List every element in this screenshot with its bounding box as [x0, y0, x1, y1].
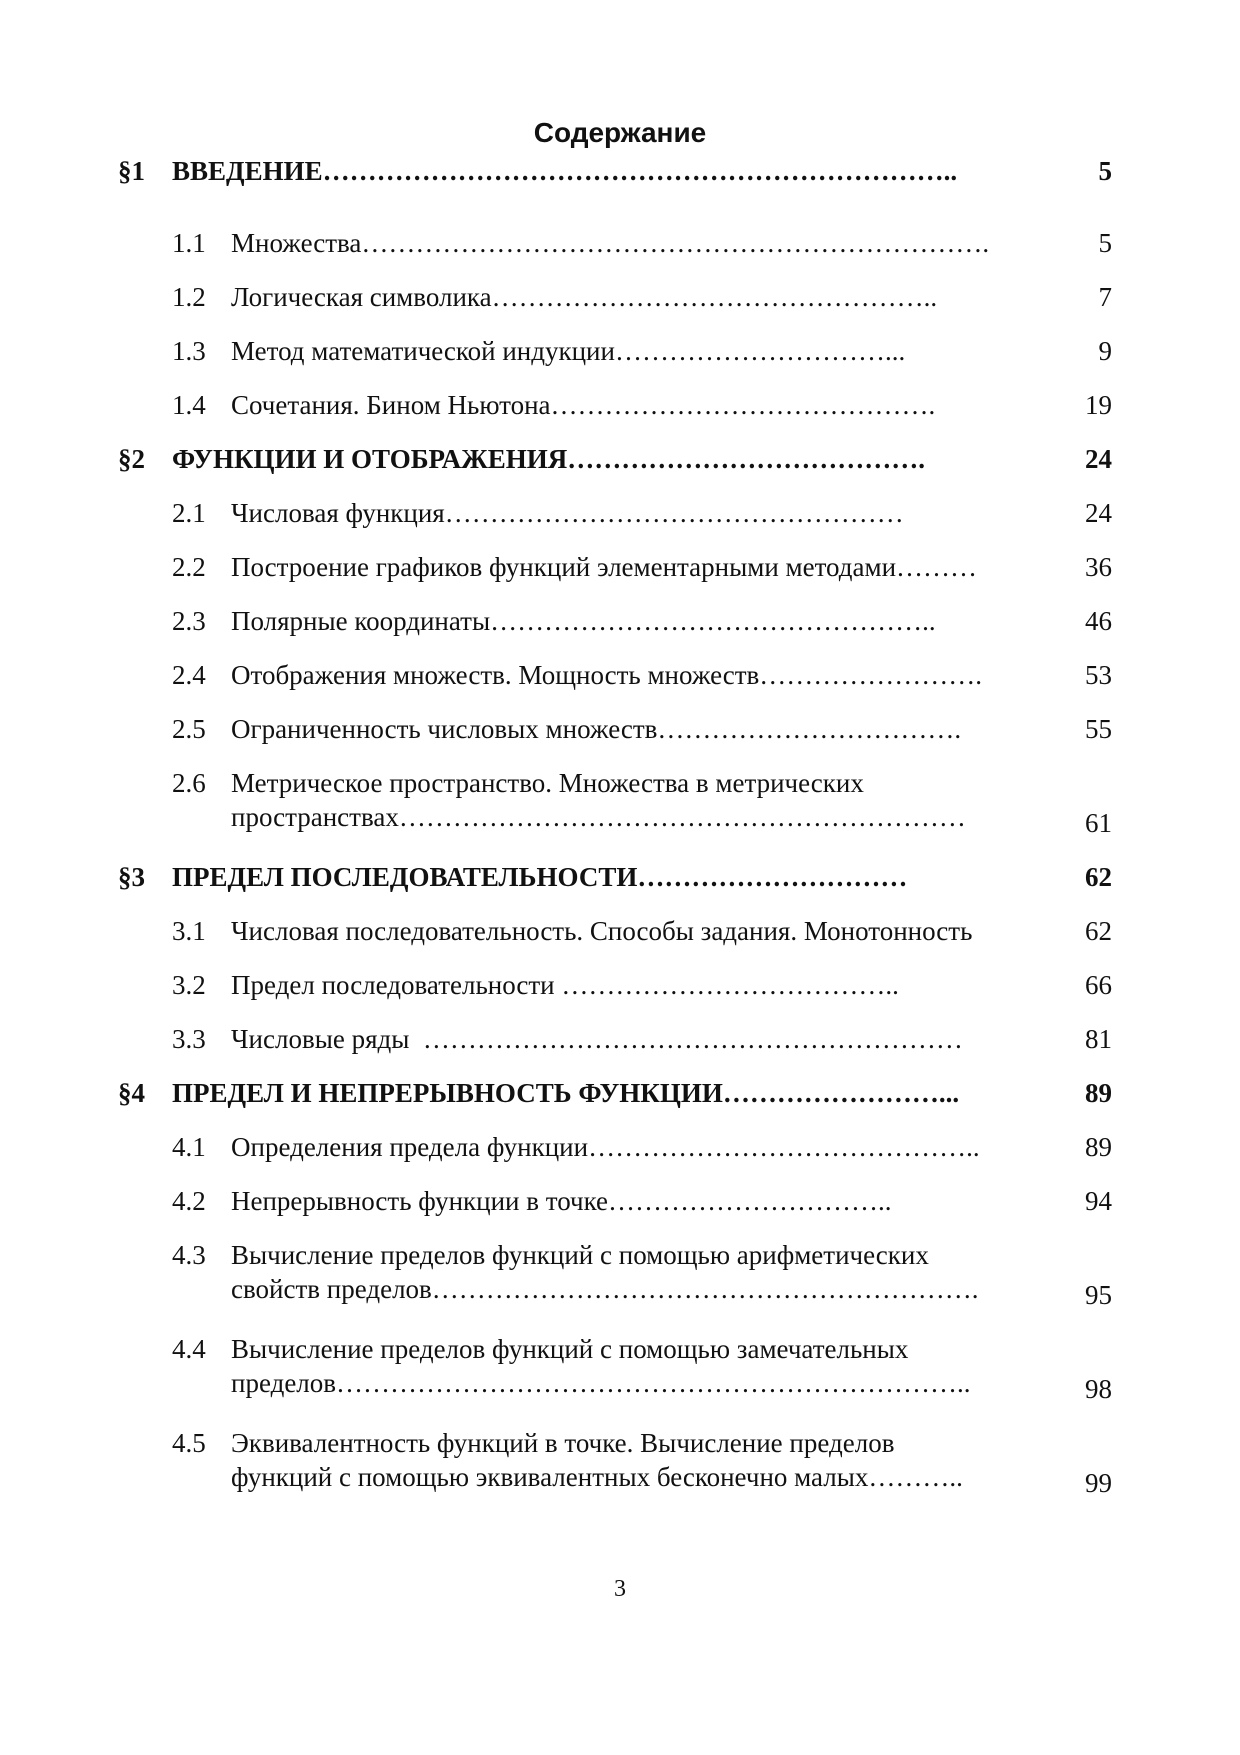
toc-entry-number: §2 [118, 444, 145, 474]
toc-entry-page: 7 [1098, 282, 1112, 312]
toc-entry-page: 62 [1085, 916, 1112, 946]
toc-entry-number: 2.3 [172, 606, 206, 636]
toc-entry-title-continued: пространствах……………………………………………………… [231, 802, 966, 832]
toc-entry-number: 4.1 [172, 1132, 206, 1162]
toc-entry-title: Сочетания. Бином Ньютона……………………………………. [231, 390, 936, 420]
toc-entry-number: 3.3 [172, 1024, 206, 1054]
toc-entry-title-continued: функций с помощью эквивалентных бесконечно малых……….. [231, 1462, 963, 1492]
toc-entry-page: 94 [1085, 1186, 1112, 1216]
toc-entry-page: 61 [1085, 808, 1112, 838]
toc-entry-title: Логическая символика………………………………………….. [231, 282, 938, 312]
page-number: 3 [614, 1576, 626, 1602]
toc-entry-number: 1.3 [172, 336, 206, 366]
toc-entry-title: ФУНКЦИИ И ОТОБРАЖЕНИЯ…………………………………. [172, 444, 926, 474]
toc-entry-page: 36 [1085, 552, 1112, 582]
toc-entry-title: Вычисление пределов функций с помощью замечательных [231, 1334, 909, 1364]
toc-entry-number: 2.4 [172, 660, 206, 690]
toc-title: Содержание [533, 117, 707, 148]
toc-entry-number: 4.3 [172, 1240, 206, 1270]
toc-entry-title: Непрерывность функции в точке………………………….. [231, 1186, 892, 1216]
toc-entry-title-continued: свойств пределов……………………………………………………. [231, 1274, 979, 1304]
toc-entry-page: 55 [1085, 714, 1112, 744]
toc-entry-number: 3.1 [172, 916, 206, 946]
toc-entry-title: Множества……………………………………………………………. [231, 228, 990, 258]
toc-entry-page: 81 [1085, 1024, 1112, 1054]
toc-entry-number: 4.4 [172, 1334, 206, 1364]
toc-entry-title: Числовые ряды …………………………………………………… [231, 1024, 963, 1054]
toc-entry-page: 24 [1085, 498, 1112, 528]
toc-entry-title: Отображения множеств. Мощность множеств……………………. [231, 660, 983, 690]
toc-entry-title: Полярные координаты………………………………………….. [231, 606, 936, 636]
toc-entry-page: 5 [1098, 228, 1112, 258]
toc-entry-page: 53 [1085, 660, 1112, 690]
toc-entry-title: Определения предела функции…………………………………….. [231, 1132, 980, 1162]
toc-entry-page: 89 [1085, 1132, 1112, 1162]
toc-entry-title-continued: пределов…………………………………………………………….. [231, 1368, 971, 1398]
toc-entry-number: 1.1 [172, 228, 206, 258]
toc-entry-number: 3.2 [172, 970, 206, 1000]
toc-entry-page: 95 [1085, 1280, 1112, 1310]
toc-entry-page: 9 [1098, 336, 1112, 366]
toc-entry-number: 2.1 [172, 498, 206, 528]
toc-entry-page: 98 [1085, 1374, 1112, 1404]
toc-entry-title: Предел последовательности ……………………………….. [231, 970, 899, 1000]
toc-entry-title: Построение графиков функций элементарными методами……… [231, 552, 978, 582]
toc-entry-title: Числовая функция…………………………………………… [231, 498, 904, 528]
toc-entry-title: Эквивалентность функций в точке. Вычисление пределов [231, 1428, 895, 1458]
toc-entry-number: 1.4 [172, 390, 206, 420]
toc-entry-page: 66 [1085, 970, 1112, 1000]
toc-entry-page: 62 [1085, 862, 1112, 892]
toc-entry-title: Метод математической индукции…………………………... [231, 336, 906, 366]
toc-entry-number: 4.5 [172, 1428, 206, 1458]
toc-entry-number: 2.6 [172, 768, 206, 798]
toc-entry-page: 24 [1085, 444, 1112, 474]
toc-entry-title: Метрическое пространство. Множества в метрических [231, 768, 864, 798]
toc-entry-title: Числовая последовательность. Способы задания. Монотонность [231, 916, 973, 946]
toc-entry-title: ПРЕДЕЛ И НЕПРЕРЫВНОСТЬ ФУНКЦИИ……………………... [172, 1078, 960, 1108]
toc-entry-number: §3 [118, 862, 145, 892]
toc-entry-number: §4 [118, 1078, 145, 1108]
toc-entry-page: 19 [1085, 390, 1112, 420]
toc-entry-title: Ограниченность числовых множеств……………………………. [231, 714, 962, 744]
toc-entry-page: 89 [1085, 1078, 1112, 1108]
toc-entry-number: 2.5 [172, 714, 206, 744]
toc-entry-page: 99 [1085, 1468, 1112, 1498]
toc-entry-number: 1.2 [172, 282, 206, 312]
toc-entry-number: 4.2 [172, 1186, 206, 1216]
toc-entry-number: §1 [118, 156, 145, 186]
toc-entry-title: Вычисление пределов функций с помощью арифметических [231, 1240, 929, 1270]
toc-entry-page: 5 [1098, 156, 1112, 186]
toc-entry-page: 46 [1085, 606, 1112, 636]
toc-entry-title: ПРЕДЕЛ ПОСЛЕДОВАТЕЛЬНОСТИ………………………… [172, 862, 908, 892]
toc-entry-title: ВВЕДЕНИЕ…………………………………………………………….. [172, 156, 958, 186]
toc-entry-number: 2.2 [172, 552, 206, 582]
